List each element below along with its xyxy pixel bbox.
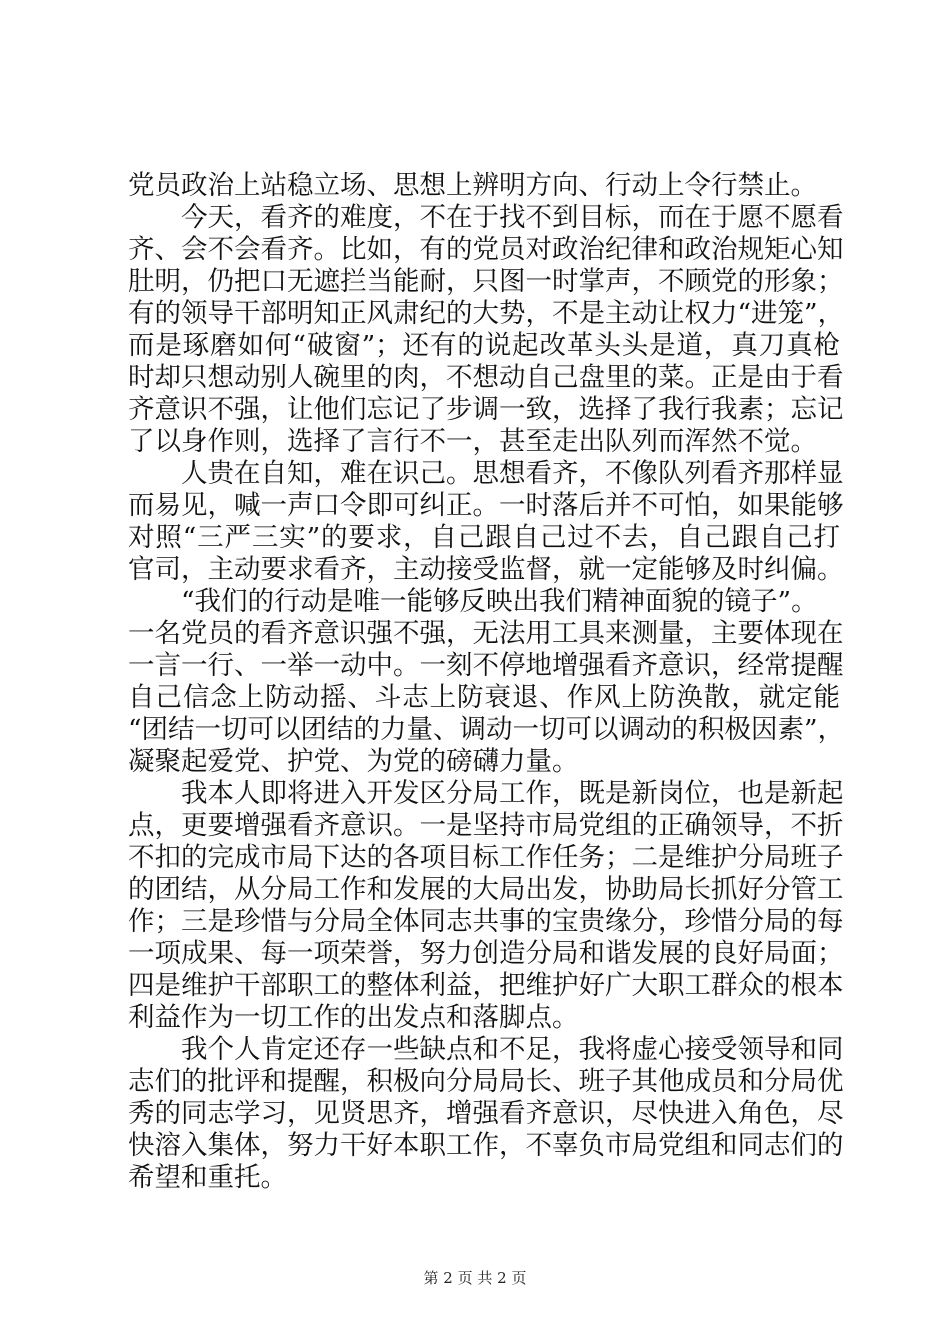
- text-line: 而易见，喊一声口令即可纠正。一时落后并不可怕，如果能够: [128, 490, 844, 521]
- text-line: 人贵在自知，难在识己。思想看齐，不像队列看齐那样显: [128, 458, 844, 489]
- text-line: 今天，看齐的难度，不在于找不到目标，而在于愿不愿看: [128, 202, 844, 233]
- text-line: 点，更要增强看齐意识。一是坚持市局党组的正确领导，不折: [128, 810, 844, 841]
- text-line: 一言一行、一举一动中。一刻不停地增强看齐意识，经常提醒: [128, 650, 844, 681]
- text-line: 时却只想动别人碗里的肉，不想动自己盘里的菜。正是由于看: [128, 362, 844, 393]
- page-number-footer: 第 2 页 共 2 页: [423, 1269, 527, 1287]
- text-line: 齐、会不会看齐。比如，有的党员对政治纪律和政治规矩心知: [128, 234, 844, 265]
- text-line: 官司，主动要求看齐，主动接受监督，就一定能够及时纠偏。: [128, 554, 844, 585]
- text-line: 的团结，从分局工作和发展的大局出发，协助局长抓好分管工: [128, 874, 844, 905]
- text-line: 作；三是珍惜与分局全体同志共事的宝贵缘分，珍惜分局的每: [128, 906, 844, 937]
- text-line: 自己信念上防动摇、斗志上防衰退、作风上防涣散，就定能: [128, 682, 840, 713]
- text-line: 我个人肯定还存一些缺点和不足，我将虚心接受领导和同: [128, 1034, 844, 1065]
- text-line: 一名党员的看齐意识强不强，无法用工具来测量，主要体现在: [128, 618, 844, 649]
- text-line: 对照“三严三实”的要求，自己跟自己过不去，自己跟自己打: [128, 522, 840, 553]
- text-line: 我本人即将进入开发区分局工作，既是新岗位，也是新起: [128, 778, 844, 809]
- text-line: 秀的同志学习，见贤思齐，增强看齐意识，尽快进入角色，尽: [128, 1098, 844, 1129]
- text-line: 肚明，仍把口无遮拦当能耐，只图一时掌声，不顾党的形象；: [128, 266, 844, 297]
- text-line: 齐意识不强，让他们忘记了步调一致，选择了我行我素；忘记: [128, 394, 844, 425]
- text-line: 希望和重托。: [128, 1162, 287, 1193]
- text-line: 利益作为一切工作的出发点和落脚点。: [128, 1002, 579, 1033]
- text-line: 了以身作则，选择了言行不一，甚至走出队列而浑然不觉。: [128, 426, 817, 457]
- document-body: [128, 170, 845, 1194]
- text-line: 不扣的完成市局下达的各项目标工作任务；二是维护分局班子: [128, 842, 844, 873]
- text-line: “我们的行动是唯一能够反映出我们精神面貌的镜子”。: [128, 586, 818, 617]
- text-line: “团结一切可以团结的力量、调动一切可以调动的积极因素”，: [128, 714, 845, 745]
- text-line: 快溶入集体，努力干好本职工作，不辜负市局党组和同志们的: [128, 1130, 844, 1161]
- text-line: 凝聚起爱党、护党、为党的磅礴力量。: [128, 746, 579, 777]
- text-line: 党员政治上站稳立场、思想上辨明方向、行动上令行禁止。: [128, 170, 817, 201]
- text-line: 志们的批评和提醒，积极向分局局长、班子其他成员和分局优: [128, 1066, 844, 1097]
- text-line: 而是琢磨如何“破窗”；还有的说起改革头头是道，真刀真枪: [128, 330, 840, 361]
- text-line: 有的领导干部明知正风肃纪的大势，不是主动让权力“进笼”，: [128, 298, 845, 329]
- text-line: 四是维护干部职工的整体利益，把维护好广大职工群众的根本: [128, 970, 844, 1001]
- text-line: 一项成果、每一项荣誉，努力创造分局和谐发展的良好局面；: [128, 938, 844, 969]
